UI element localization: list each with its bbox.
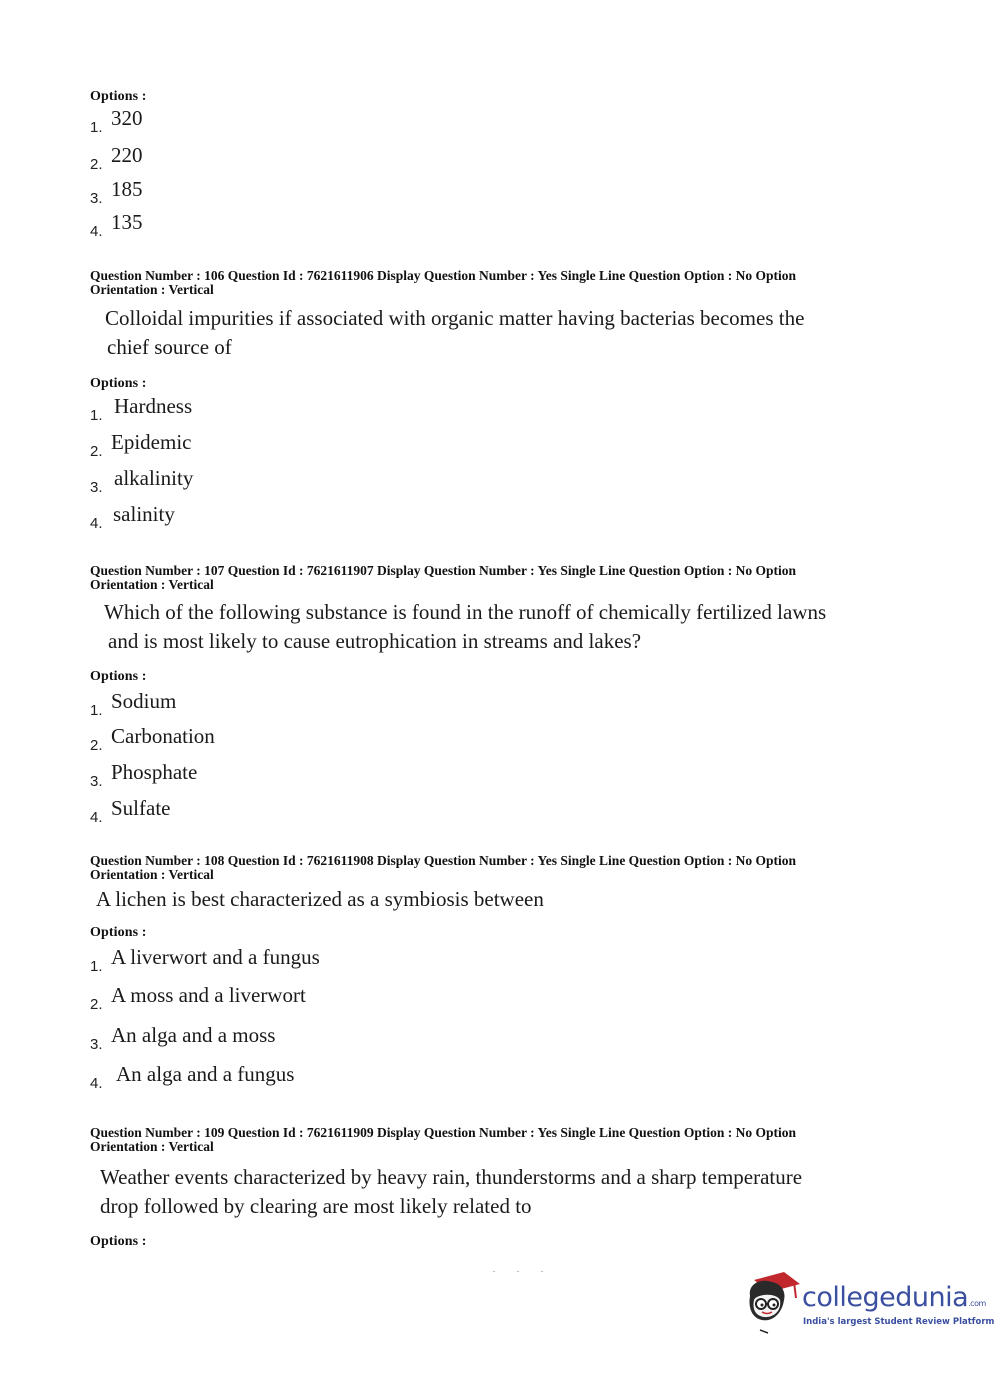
meta-line: Question Number : 107 Question Id : 7621611907 Display Question Number : Yes Single Line Question Option : No Option	[90, 563, 796, 578]
question-text	[105, 304, 804, 362]
meta-line: Question Number : 108 Question Id : 7621611908 Display Question Number : Yes Single Line Question Option : No Option	[90, 853, 796, 868]
option-text: Phosphate	[111, 760, 198, 784]
student-mascot-icon	[742, 1270, 802, 1340]
option-number: 3.	[90, 479, 103, 496]
brand-tagline: India's largest Student Review Platform	[803, 1317, 995, 1327]
option-number: 4.	[90, 515, 103, 532]
option-text: 135	[111, 210, 143, 234]
option-text: Epidemic	[111, 430, 192, 454]
option-text: 320	[111, 106, 143, 130]
option-number: 2.	[90, 443, 103, 460]
question-line: Weather events characterized by heavy rain, thunderstorms and a sharp temperature	[100, 1165, 803, 1189]
option-number: 3.	[90, 773, 103, 790]
option-text: Sulfate	[111, 796, 171, 820]
brand-suffix: .com	[968, 1299, 986, 1308]
question-line: Which of the following substance is found in the runoff of chemically fertilized lawns	[104, 600, 827, 624]
options-label: Options :	[90, 669, 147, 684]
question-text	[100, 1163, 802, 1221]
option-text: Hardness	[114, 394, 193, 418]
collegedunia-logo	[742, 1270, 995, 1340]
meta-line: Orientation : Vertical	[90, 1139, 214, 1154]
option-text: 220	[111, 143, 143, 167]
option-text: Sodium	[111, 689, 177, 713]
option-text: A moss and a liverwort	[111, 983, 306, 1007]
question-meta	[90, 1126, 890, 1154]
option-number: 4.	[90, 1075, 103, 1092]
option-number: 2.	[90, 156, 103, 173]
options-label: Options :	[90, 89, 147, 104]
option-text: A liverwort and a fungus	[111, 945, 320, 969]
option-text: 185	[111, 177, 143, 201]
option-text: Carbonation	[111, 724, 215, 748]
question-line: chief source of	[107, 335, 232, 359]
question-line: Colloidal impurities if associated with organic matter having bacterias becomes the	[105, 306, 805, 330]
meta-line: Question Number : 106 Question Id : 7621611906 Display Question Number : Yes Single Line Question Option : No Option	[90, 268, 796, 283]
option-text: An alga and a moss	[111, 1023, 276, 1047]
question-line: and is most likely to cause eutrophication in streams and lakes?	[108, 629, 642, 653]
meta-line: Orientation : Vertical	[90, 577, 214, 592]
option-number: 3.	[90, 190, 103, 207]
option-text: salinity	[113, 502, 175, 526]
question-line: A lichen is best characterized as a symbiosis between	[96, 887, 544, 911]
option-number: 4.	[90, 223, 103, 240]
question-meta	[90, 269, 890, 297]
option-text: alkalinity	[114, 466, 194, 490]
option-number: 2.	[90, 996, 103, 1013]
option-number: 2.	[90, 737, 103, 754]
option-number: 1.	[90, 119, 103, 136]
meta-line: Orientation : Vertical	[90, 282, 214, 297]
question-line: drop followed by clearing are most likely related to	[100, 1194, 532, 1218]
option-number: 1.	[90, 407, 103, 424]
meta-line: Question Number : 109 Question Id : 7621611909 Display Question Number : Yes Single Line Question Option : No Option	[90, 1125, 796, 1140]
option-number: 1.	[90, 702, 103, 719]
option-number: 4.	[90, 809, 103, 826]
brand-name: collegedunia.com	[802, 1282, 986, 1313]
options-label: Options :	[90, 376, 147, 391]
options-label: Options :	[90, 1234, 147, 1249]
question-text	[104, 598, 826, 656]
options-label: Options :	[90, 925, 147, 940]
question-meta	[90, 564, 890, 592]
option-number: 1.	[90, 958, 103, 975]
scan-specks: . . .	[493, 1265, 553, 1274]
meta-line: Orientation : Vertical	[90, 867, 214, 882]
question-meta	[90, 854, 890, 882]
question-text	[96, 885, 544, 914]
option-number: 3.	[90, 1036, 103, 1053]
option-text: An alga and a fungus	[116, 1062, 295, 1086]
